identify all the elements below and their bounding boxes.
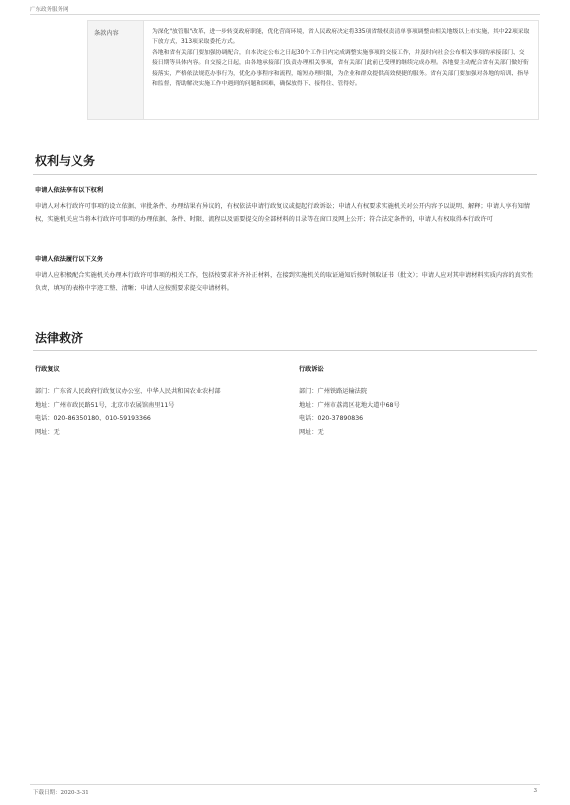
administrative-review-title: 行政复议 bbox=[35, 366, 60, 373]
review-website: 网址：无 bbox=[35, 428, 60, 436]
duties-subtitle: 申请人依法履行以下义务 bbox=[35, 256, 104, 263]
litigation-phone: 电话：020-37890836 bbox=[299, 415, 364, 423]
clause-label: 条款内容 bbox=[88, 21, 144, 119]
rights-text: 申请人对本行政许可事项的设立依据、审批条件、办理结果有异议的，有权依法申请行政复议或提起行政诉讼；申请人有权要求实施机关对公开内容予以说明、解释；申请人享有知情权，实施机关应当将本行政许可事项的办理依据、条件、时限、流程以及需要提交的全部材料的目录等在窗口及网上公开；符合法定条件的，申请人有权取得本行政许可 bbox=[35, 203, 530, 223]
rights-section-title: 权利与义务 bbox=[35, 154, 96, 168]
download-date: 下载日期：2020-3-31 bbox=[33, 790, 89, 796]
administrative-litigation-title: 行政诉讼 bbox=[299, 366, 324, 373]
litigation-website: 网址：无 bbox=[299, 428, 324, 436]
site-header: 广东政务服务网 bbox=[30, 7, 69, 13]
litigation-address: 地址：广州市荔湾区花地大道中68号 bbox=[299, 401, 400, 409]
administrative-review-block bbox=[35, 364, 270, 439]
review-dept: 部门：广东省人民政府行政复议办公室、中华人民共和国农业农村部 bbox=[35, 388, 221, 395]
rights-subtitle: 申请人依法享有以下权利 bbox=[35, 187, 104, 194]
review-phone: 电话：020-86350180、010-59193366 bbox=[35, 415, 151, 423]
remedy-section-divider bbox=[33, 350, 537, 351]
litigation-dept: 部门：广州铁路运输法院 bbox=[299, 388, 368, 395]
footer-divider bbox=[30, 784, 540, 785]
page-number: 3 bbox=[533, 788, 537, 794]
clause-paragraph: 为深化"放管服"改革，进一步转变政府职能，优化营商环境，省人民政府决定将335项省级权责清单事项调整由相关地级以上市实施，其中22项采取下放方式，313项采取委托方式。 bbox=[152, 29, 530, 46]
clause-content bbox=[144, 21, 538, 119]
remedy-section-title: 法律救济 bbox=[35, 331, 84, 345]
clause-table bbox=[87, 20, 539, 120]
rights-section-divider bbox=[33, 174, 537, 175]
header-divider bbox=[30, 14, 540, 15]
administrative-litigation-block bbox=[299, 364, 534, 439]
clause-paragraph: 各地和省有关部门要加强协调配合，自本决定公布之日起30个工作日内完成调整实施事项的交接工作，并及时向社会公布相关事项的承接部门、交接日期等具体内容。自交接之日起，由各地承接部门负责办理相关事项，省有关部门此前已受理的继续完成办理。各地要主动配合省有关部门做好衔接落实，严格依法规范办事行为，优化办事程序和流程，缩短办理时限，为企业和群众提供高效便捷的服务。省有关部门要加强对各地的培训、指导和监督，帮助解决实施工作中遇到的问题和困难，确保放得下、接得住、管得好。 bbox=[152, 49, 529, 88]
duties-text: 申请人应积极配合实施机关办理本行政许可事项的相关工作，包括按要求补齐补正材料，在接到实施机关的取证通知后按时领取证书（批文）；申请人应对其申请材料实质内容的真实性负责，填写的表格中字迹工整、清晰；申请人应按照要求提交申请材料。 bbox=[35, 272, 534, 292]
review-address: 地址：广州市政民路51号，北京市农展馆南里11号 bbox=[35, 401, 175, 409]
